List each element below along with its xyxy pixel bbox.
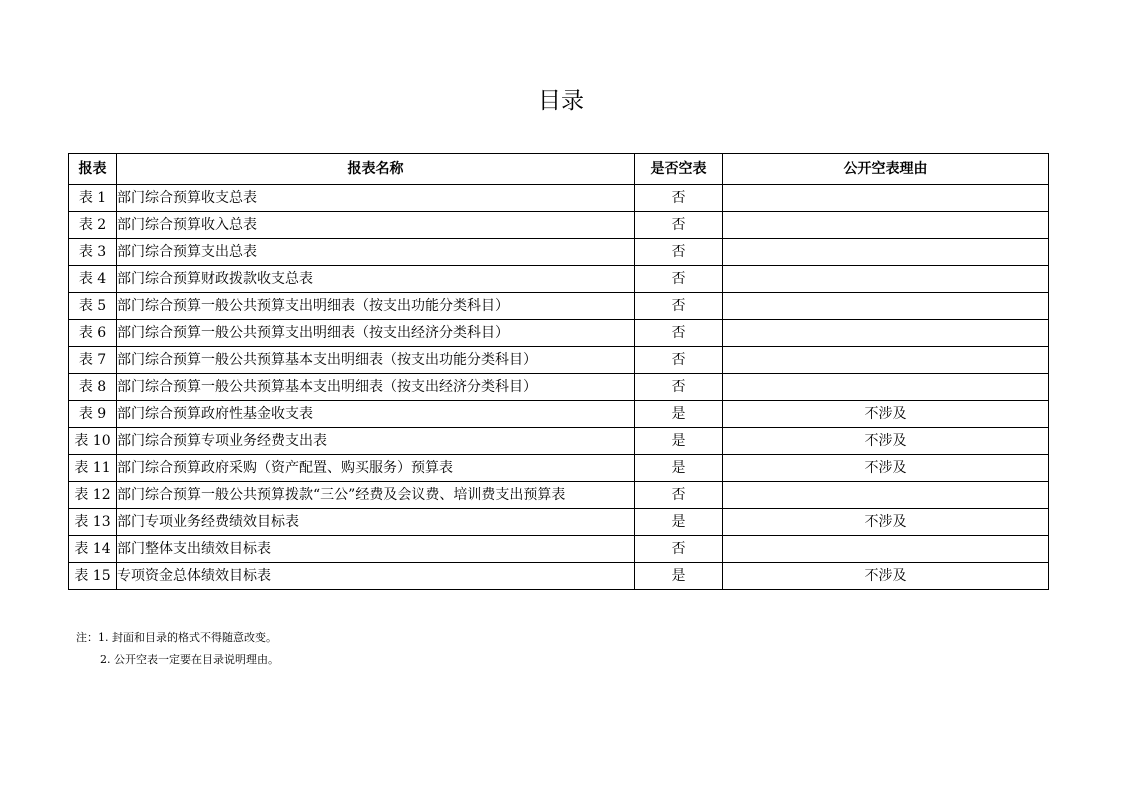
cell-report-id: 表 12 — [69, 482, 117, 509]
table-row — [69, 482, 1049, 509]
cell-report-id: 表 4 — [69, 266, 117, 293]
cell-report-id: 表 1 — [69, 185, 117, 212]
cell-is-empty: 否 — [635, 212, 723, 239]
report-catalog-table — [68, 153, 1049, 590]
cell-is-empty: 是 — [635, 563, 723, 590]
table-header-row — [69, 154, 1049, 185]
cell-report-id: 表 15 — [69, 563, 117, 590]
table-row — [69, 293, 1049, 320]
cell-report-name: 部门专项业务经费绩效目标表 — [117, 509, 635, 536]
header-is-empty: 是否空表 — [635, 154, 723, 185]
cell-report-name: 部门综合预算政府性基金收支表 — [117, 401, 635, 428]
cell-is-empty: 是 — [635, 401, 723, 428]
cell-report-id: 表 5 — [69, 293, 117, 320]
cell-is-empty: 是 — [635, 455, 723, 482]
table-row — [69, 185, 1049, 212]
header-empty-reason: 公开空表理由 — [723, 154, 1049, 185]
cell-report-name: 部门综合预算收入总表 — [117, 212, 635, 239]
cell-report-name: 部门综合预算一般公共预算基本支出明细表（按支出经济分类科目） — [117, 374, 635, 401]
table-row — [69, 266, 1049, 293]
cell-is-empty: 否 — [635, 293, 723, 320]
table-row — [69, 509, 1049, 536]
cell-is-empty: 否 — [635, 347, 723, 374]
cell-empty-reason — [723, 185, 1049, 212]
cell-report-id: 表 10 — [69, 428, 117, 455]
notes — [76, 627, 279, 671]
table-row — [69, 347, 1049, 374]
cell-empty-reason — [723, 482, 1049, 509]
table-row — [69, 239, 1049, 266]
table-row — [69, 536, 1049, 563]
page-title: 目录 — [538, 88, 584, 114]
cell-is-empty: 否 — [635, 239, 723, 266]
cell-report-id: 表 13 — [69, 509, 117, 536]
cell-is-empty: 否 — [635, 266, 723, 293]
cell-empty-reason — [723, 347, 1049, 374]
table-row — [69, 455, 1049, 482]
table-body — [69, 185, 1049, 590]
cell-report-id: 表 3 — [69, 239, 117, 266]
header-report-name: 报表名称 — [117, 154, 635, 185]
cell-is-empty: 是 — [635, 509, 723, 536]
table-row — [69, 428, 1049, 455]
cell-empty-reason — [723, 374, 1049, 401]
cell-empty-reason: 不涉及 — [723, 509, 1049, 536]
cell-empty-reason — [723, 293, 1049, 320]
cell-is-empty: 否 — [635, 374, 723, 401]
cell-report-name: 部门综合预算一般公共预算支出明细表（按支出经济分类科目） — [117, 320, 635, 347]
cell-report-id: 表 2 — [69, 212, 117, 239]
cell-is-empty: 否 — [635, 482, 723, 509]
cell-report-name: 专项资金总体绩效目标表 — [117, 563, 635, 590]
cell-report-id: 表 7 — [69, 347, 117, 374]
cell-report-id: 表 11 — [69, 455, 117, 482]
cell-report-name: 部门整体支出绩效目标表 — [117, 536, 635, 563]
cell-is-empty: 否 — [635, 185, 723, 212]
cell-empty-reason — [723, 536, 1049, 563]
cell-report-name: 部门综合预算一般公共预算支出明细表（按支出功能分类科目） — [117, 293, 635, 320]
table-row — [69, 401, 1049, 428]
note-2: 2. 公开空表一定要在目录说明理由。 — [100, 653, 279, 666]
cell-empty-reason: 不涉及 — [723, 428, 1049, 455]
cell-report-name: 部门综合预算一般公共预算拨款“三公”经费及会议费、培训费支出预算表 — [117, 482, 635, 509]
cell-is-empty: 是 — [635, 428, 723, 455]
cell-report-name: 部门综合预算收支总表 — [117, 185, 635, 212]
note-1: 注：1. 封面和目录的格式不得随意改变。 — [76, 631, 277, 644]
cell-empty-reason: 不涉及 — [723, 455, 1049, 482]
cell-report-name: 部门综合预算财政拨款收支总表 — [117, 266, 635, 293]
cell-report-name: 部门综合预算支出总表 — [117, 239, 635, 266]
cell-report-id: 表 14 — [69, 536, 117, 563]
cell-empty-reason — [723, 239, 1049, 266]
cell-report-name: 部门综合预算一般公共预算基本支出明细表（按支出功能分类科目） — [117, 347, 635, 374]
table-row — [69, 320, 1049, 347]
cell-empty-reason: 不涉及 — [723, 563, 1049, 590]
table-row — [69, 563, 1049, 590]
cell-empty-reason — [723, 266, 1049, 293]
header-report-id: 报表 — [69, 154, 117, 185]
cell-empty-reason — [723, 212, 1049, 239]
cell-report-id: 表 6 — [69, 320, 117, 347]
cell-empty-reason: 不涉及 — [723, 401, 1049, 428]
cell-is-empty: 否 — [635, 320, 723, 347]
cell-report-name: 部门综合预算专项业务经费支出表 — [117, 428, 635, 455]
cell-is-empty: 否 — [635, 536, 723, 563]
cell-report-id: 表 9 — [69, 401, 117, 428]
table-row — [69, 374, 1049, 401]
table-row — [69, 212, 1049, 239]
cell-report-name: 部门综合预算政府采购（资产配置、购买服务）预算表 — [117, 455, 635, 482]
cell-empty-reason — [723, 320, 1049, 347]
cell-report-id: 表 8 — [69, 374, 117, 401]
